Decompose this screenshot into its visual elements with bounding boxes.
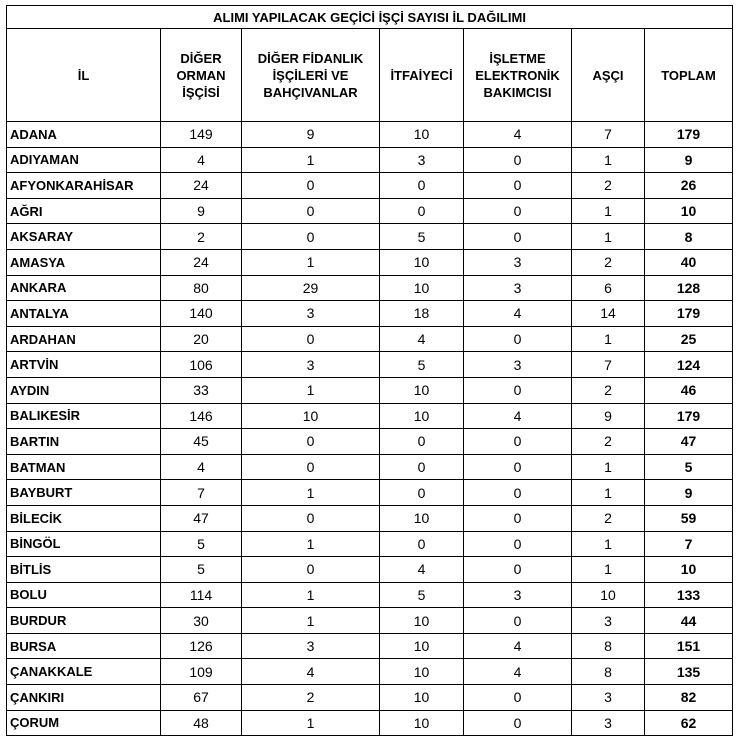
header-toplam: TOPLAM xyxy=(645,29,733,122)
cell-fidanlik: 1 xyxy=(242,480,380,506)
header-elektronik: İŞLETME ELEKTRONİK BAKIMCISI xyxy=(464,29,572,122)
cell-asci: 7 xyxy=(572,122,645,148)
cell-toplam: 10 xyxy=(645,557,733,583)
cell-orman: 48 xyxy=(161,710,242,736)
cell-orman: 45 xyxy=(161,429,242,455)
cell-itfaiyeci: 10 xyxy=(380,249,464,275)
table-row xyxy=(7,454,733,480)
cell-asci: 7 xyxy=(572,352,645,378)
cell-asci: 2 xyxy=(572,173,645,199)
cell-itfaiyeci: 4 xyxy=(380,557,464,583)
cell-elektronik: 4 xyxy=(464,659,572,685)
cell-asci: 1 xyxy=(572,454,645,480)
table-row xyxy=(7,531,733,557)
cell-asci: 14 xyxy=(572,301,645,327)
cell-fidanlik: 0 xyxy=(242,505,380,531)
cell-itfaiyeci: 10 xyxy=(380,659,464,685)
cell-elektronik: 0 xyxy=(464,505,572,531)
cell-toplam: 9 xyxy=(645,480,733,506)
cell-itfaiyeci: 0 xyxy=(380,480,464,506)
cell-orman: 114 xyxy=(161,582,242,608)
cell-toplam: 44 xyxy=(645,608,733,634)
cell-orman: 33 xyxy=(161,377,242,403)
cell-elektronik: 0 xyxy=(464,531,572,557)
header-orman: DİĞER ORMAN İŞÇİSİ xyxy=(161,29,242,122)
cell-itfaiyeci: 10 xyxy=(380,710,464,736)
table-body xyxy=(7,122,733,736)
cell-il: BİTLİS xyxy=(7,557,161,583)
cell-fidanlik: 2 xyxy=(242,685,380,711)
cell-orman: 20 xyxy=(161,326,242,352)
header-asci: AŞÇI xyxy=(572,29,645,122)
cell-il: ÇANKIRI xyxy=(7,685,161,711)
table-row xyxy=(7,326,733,352)
cell-asci: 2 xyxy=(572,377,645,403)
cell-toplam: 8 xyxy=(645,224,733,250)
cell-itfaiyeci: 10 xyxy=(380,122,464,148)
cell-fidanlik: 1 xyxy=(242,710,380,736)
cell-elektronik: 0 xyxy=(464,377,572,403)
cell-il: AĞRI xyxy=(7,198,161,224)
cell-elektronik: 3 xyxy=(464,249,572,275)
cell-fidanlik: 0 xyxy=(242,326,380,352)
cell-elektronik: 3 xyxy=(464,275,572,301)
cell-asci: 8 xyxy=(572,659,645,685)
cell-elektronik: 0 xyxy=(464,685,572,711)
cell-fidanlik: 10 xyxy=(242,403,380,429)
cell-fidanlik: 1 xyxy=(242,531,380,557)
cell-toplam: 62 xyxy=(645,710,733,736)
table-row xyxy=(7,122,733,148)
cell-toplam: 179 xyxy=(645,122,733,148)
cell-asci: 1 xyxy=(572,224,645,250)
cell-toplam: 59 xyxy=(645,505,733,531)
table-row xyxy=(7,173,733,199)
cell-orman: 4 xyxy=(161,147,242,173)
cell-fidanlik: 0 xyxy=(242,173,380,199)
cell-elektronik: 0 xyxy=(464,557,572,583)
cell-itfaiyeci: 10 xyxy=(380,633,464,659)
cell-il: BAYBURT xyxy=(7,480,161,506)
header-itfaiyeci: İTFAİYECİ xyxy=(380,29,464,122)
cell-fidanlik: 3 xyxy=(242,301,380,327)
cell-asci: 1 xyxy=(572,480,645,506)
cell-fidanlik: 0 xyxy=(242,454,380,480)
cell-elektronik: 0 xyxy=(464,454,572,480)
cell-itfaiyeci: 0 xyxy=(380,173,464,199)
cell-toplam: 25 xyxy=(645,326,733,352)
cell-orman: 5 xyxy=(161,531,242,557)
cell-toplam: 47 xyxy=(645,429,733,455)
table-title: ALIMI YAPILACAK GEÇİCİ İŞÇİ SAYISI İL DAĞILIMI xyxy=(7,6,733,29)
cell-elektronik: 0 xyxy=(464,224,572,250)
table-row xyxy=(7,505,733,531)
table-row xyxy=(7,480,733,506)
table-row xyxy=(7,377,733,403)
cell-orman: 5 xyxy=(161,557,242,583)
cell-orman: 24 xyxy=(161,173,242,199)
table-row xyxy=(7,352,733,378)
cell-asci: 1 xyxy=(572,198,645,224)
cell-itfaiyeci: 3 xyxy=(380,147,464,173)
cell-itfaiyeci: 10 xyxy=(380,685,464,711)
cell-toplam: 179 xyxy=(645,403,733,429)
header-il: İL xyxy=(7,29,161,122)
worker-distribution-table xyxy=(6,5,733,736)
cell-orman: 106 xyxy=(161,352,242,378)
table-row xyxy=(7,224,733,250)
cell-toplam: 26 xyxy=(645,173,733,199)
cell-itfaiyeci: 4 xyxy=(380,326,464,352)
cell-asci: 9 xyxy=(572,403,645,429)
cell-orman: 7 xyxy=(161,480,242,506)
cell-asci: 3 xyxy=(572,608,645,634)
table-row xyxy=(7,557,733,583)
cell-asci: 1 xyxy=(572,557,645,583)
cell-asci: 6 xyxy=(572,275,645,301)
cell-itfaiyeci: 5 xyxy=(380,352,464,378)
cell-elektronik: 0 xyxy=(464,147,572,173)
cell-fidanlik: 1 xyxy=(242,582,380,608)
cell-elektronik: 0 xyxy=(464,198,572,224)
table-row xyxy=(7,275,733,301)
table-row xyxy=(7,685,733,711)
table-row xyxy=(7,147,733,173)
cell-il: BATMAN xyxy=(7,454,161,480)
cell-orman: 4 xyxy=(161,454,242,480)
cell-itfaiyeci: 10 xyxy=(380,275,464,301)
cell-fidanlik: 0 xyxy=(242,557,380,583)
table-row xyxy=(7,301,733,327)
cell-il: BOLU xyxy=(7,582,161,608)
cell-elektronik: 4 xyxy=(464,301,572,327)
cell-itfaiyeci: 10 xyxy=(380,608,464,634)
cell-orman: 140 xyxy=(161,301,242,327)
cell-orman: 47 xyxy=(161,505,242,531)
cell-orman: 67 xyxy=(161,685,242,711)
cell-fidanlik: 1 xyxy=(242,249,380,275)
cell-toplam: 5 xyxy=(645,454,733,480)
cell-elektronik: 0 xyxy=(464,608,572,634)
cell-orman: 126 xyxy=(161,633,242,659)
cell-itfaiyeci: 0 xyxy=(380,454,464,480)
cell-il: ÇORUM xyxy=(7,710,161,736)
cell-toplam: 179 xyxy=(645,301,733,327)
cell-elektronik: 3 xyxy=(464,582,572,608)
cell-il: BURSA xyxy=(7,633,161,659)
cell-orman: 9 xyxy=(161,198,242,224)
cell-il: ADANA xyxy=(7,122,161,148)
cell-asci: 3 xyxy=(572,710,645,736)
table-row xyxy=(7,249,733,275)
table-row xyxy=(7,403,733,429)
cell-fidanlik: 1 xyxy=(242,147,380,173)
cell-il: BİNGÖL xyxy=(7,531,161,557)
cell-elektronik: 0 xyxy=(464,429,572,455)
cell-il: BURDUR xyxy=(7,608,161,634)
cell-orman: 24 xyxy=(161,249,242,275)
cell-il: ANKARA xyxy=(7,275,161,301)
cell-itfaiyeci: 0 xyxy=(380,198,464,224)
cell-il: AYDIN xyxy=(7,377,161,403)
cell-elektronik: 4 xyxy=(464,403,572,429)
cell-orman: 149 xyxy=(161,122,242,148)
cell-il: ADIYAMAN xyxy=(7,147,161,173)
cell-toplam: 128 xyxy=(645,275,733,301)
cell-toplam: 7 xyxy=(645,531,733,557)
cell-toplam: 135 xyxy=(645,659,733,685)
cell-fidanlik: 4 xyxy=(242,659,380,685)
cell-asci: 2 xyxy=(572,429,645,455)
cell-elektronik: 0 xyxy=(464,710,572,736)
cell-toplam: 124 xyxy=(645,352,733,378)
cell-fidanlik: 1 xyxy=(242,608,380,634)
cell-itfaiyeci: 5 xyxy=(380,224,464,250)
cell-fidanlik: 3 xyxy=(242,633,380,659)
cell-orman: 146 xyxy=(161,403,242,429)
header-fidanlik: DİĞER FİDANLIK İŞÇİLERİ VE BAHÇIVANLAR xyxy=(242,29,380,122)
cell-toplam: 40 xyxy=(645,249,733,275)
cell-orman: 80 xyxy=(161,275,242,301)
cell-il: AKSARAY xyxy=(7,224,161,250)
cell-itfaiyeci: 0 xyxy=(380,531,464,557)
cell-elektronik: 4 xyxy=(464,122,572,148)
cell-itfaiyeci: 10 xyxy=(380,505,464,531)
cell-fidanlik: 29 xyxy=(242,275,380,301)
cell-il: ANTALYA xyxy=(7,301,161,327)
cell-asci: 2 xyxy=(572,505,645,531)
cell-itfaiyeci: 5 xyxy=(380,582,464,608)
cell-toplam: 9 xyxy=(645,147,733,173)
cell-itfaiyeci: 0 xyxy=(380,429,464,455)
cell-toplam: 133 xyxy=(645,582,733,608)
cell-il: ARDAHAN xyxy=(7,326,161,352)
cell-elektronik: 0 xyxy=(464,326,572,352)
cell-il: ARTVİN xyxy=(7,352,161,378)
cell-elektronik: 0 xyxy=(464,480,572,506)
cell-elektronik: 4 xyxy=(464,633,572,659)
cell-itfaiyeci: 10 xyxy=(380,377,464,403)
table-row xyxy=(7,710,733,736)
cell-asci: 8 xyxy=(572,633,645,659)
table-row xyxy=(7,429,733,455)
cell-fidanlik: 9 xyxy=(242,122,380,148)
cell-il: BİLECİK xyxy=(7,505,161,531)
cell-toplam: 82 xyxy=(645,685,733,711)
cell-asci: 3 xyxy=(572,685,645,711)
cell-fidanlik: 0 xyxy=(242,198,380,224)
cell-fidanlik: 0 xyxy=(242,429,380,455)
cell-elektronik: 0 xyxy=(464,173,572,199)
cell-asci: 2 xyxy=(572,249,645,275)
cell-asci: 1 xyxy=(572,531,645,557)
cell-toplam: 46 xyxy=(645,377,733,403)
cell-asci: 1 xyxy=(572,326,645,352)
cell-fidanlik: 0 xyxy=(242,224,380,250)
cell-il: BARTIN xyxy=(7,429,161,455)
table-row xyxy=(7,582,733,608)
cell-orman: 30 xyxy=(161,608,242,634)
cell-elektronik: 3 xyxy=(464,352,572,378)
cell-il: AMASYA xyxy=(7,249,161,275)
table-row xyxy=(7,633,733,659)
table-row xyxy=(7,198,733,224)
cell-il: BALIKESİR xyxy=(7,403,161,429)
cell-itfaiyeci: 18 xyxy=(380,301,464,327)
cell-toplam: 10 xyxy=(645,198,733,224)
table-row xyxy=(7,659,733,685)
table-row xyxy=(7,608,733,634)
cell-itfaiyeci: 10 xyxy=(380,403,464,429)
cell-asci: 10 xyxy=(572,582,645,608)
cell-fidanlik: 1 xyxy=(242,377,380,403)
cell-fidanlik: 3 xyxy=(242,352,380,378)
cell-asci: 1 xyxy=(572,147,645,173)
cell-orman: 109 xyxy=(161,659,242,685)
cell-orman: 2 xyxy=(161,224,242,250)
cell-toplam: 151 xyxy=(645,633,733,659)
cell-il: ÇANAKKALE xyxy=(7,659,161,685)
cell-il: AFYONKARAHİSAR xyxy=(7,173,161,199)
